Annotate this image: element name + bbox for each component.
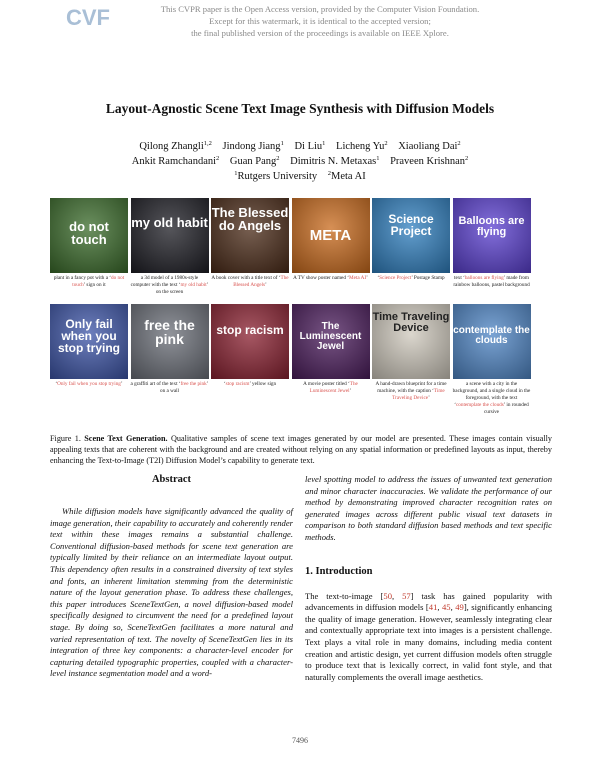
citation-link[interactable]: 45 xyxy=(442,602,451,613)
author: Jindong Jiang$^1$ xyxy=(222,140,284,152)
generated-image xyxy=(372,304,450,379)
abstract-heading: Abstract xyxy=(151,474,192,485)
author: Xiaoliang Dai$^2$ xyxy=(398,140,461,152)
image-text: free the pink xyxy=(144,317,195,347)
right-column xyxy=(305,474,552,683)
figure-sample-caption: A TV show poster named ‘Meta AI’ xyxy=(293,275,368,281)
introduction-heading: 1. Introduction xyxy=(305,565,373,577)
figure-sample-caption: a 3d model of a 1980s-style computer with the text ‘my old habit’ on the screen xyxy=(130,275,209,295)
figure-sample-caption: ‘Only fail when you stop trying’ xyxy=(55,381,123,387)
generated-image xyxy=(453,304,531,379)
cvf-logo xyxy=(64,4,112,30)
author: Ankit Ramchandani$^2$ xyxy=(131,155,220,167)
figure-sample xyxy=(292,198,370,282)
cvf-logo-text: CVF xyxy=(66,5,110,30)
figure-sample xyxy=(453,304,531,416)
figure-sample xyxy=(292,304,370,395)
watermark xyxy=(120,3,520,39)
figure-sample-caption: ‘stop racism’ yellow sign xyxy=(223,381,277,387)
generated-image xyxy=(131,304,209,379)
figure-sample xyxy=(372,304,450,402)
figure-caption-title: Scene Text Generation. xyxy=(84,434,168,443)
figure-sample xyxy=(211,198,289,289)
image-text: META xyxy=(309,227,352,244)
figure-sample-caption: ‘Science Project’ Postage Stamp xyxy=(377,275,445,281)
image-text: Science Project xyxy=(388,212,434,238)
watermark-line: Except for this watermark, it is identical to the accepted version; xyxy=(209,16,431,26)
figure-sample-caption: A hand-drawn blueprint for a time machine, with the caption ‘Time Traveling Device’ xyxy=(375,381,447,401)
figure-sample xyxy=(211,304,289,388)
image-text: stop racism xyxy=(216,323,284,337)
generated-image xyxy=(50,198,128,273)
citation-link[interactable]: 49 xyxy=(455,602,464,613)
abstract-text: While diffusion models have significantly advanced the quality of image generation, their capability to accurately and coherently render text within these images remains a substantial challenge. Conventional diffusion-based methods for scene text generation are typically limited by their reliance on an intermediate layout output. This dependency often results in a constrained diversity of text styles and fonts, an inherent limitation stemming from the deterministic nature of the layout generation phase. To address these challenges, this paper introduces SceneTextGen, a novel diffusion-based model specifically designed to circumvent the need for a predefined layout stage. By doing so, SceneTextGen facilitates a more natural and varied representation of text. The novelty of SceneTextGen lies in its integration of three key components: a character-level encoder for capturing detailed typographic properties, coupled with a character-level instance segmentation model and a word- xyxy=(50,506,293,679)
author: Licheng Yu$^2$ xyxy=(336,140,388,152)
watermark-line: This CVPR paper is the Open Access version, provided by the Computer Vision Foundation. xyxy=(160,4,480,14)
figure-sample-caption: A book cover with a title text of ‘The Blessed Angels’ xyxy=(211,275,289,288)
citation-link[interactable]: 57 xyxy=(402,590,411,601)
page-number: 7496 xyxy=(292,736,308,745)
image-text: contemplate the clouds xyxy=(453,325,530,346)
left-column xyxy=(50,474,293,680)
generated-image xyxy=(292,304,370,379)
citation-link[interactable]: 50 xyxy=(383,590,392,601)
generated-image xyxy=(211,304,289,379)
generated-image xyxy=(131,198,209,273)
affiliation: $^1$Rutgers University xyxy=(234,170,318,182)
authors-row xyxy=(0,139,600,154)
generated-image xyxy=(292,198,370,273)
image-text: Balloons are flying xyxy=(458,215,525,238)
figure-sample xyxy=(131,198,209,296)
figure-sample-caption: A movie poster titled ‘The Luminescent Jewel’ xyxy=(303,381,358,394)
affiliations xyxy=(0,169,600,184)
paper-title: Layout-Agnostic Scene Text Image Synthesis with Diffusion Models xyxy=(105,101,495,116)
image-text: my old habit xyxy=(131,215,208,230)
image-text: do not touch xyxy=(69,219,109,247)
figure-sample xyxy=(372,198,450,282)
figure-sample-caption: a scene with a city in the background, and a single cloud in the foreground, with the text ‘contemplate the clouds’ in rounded cursive xyxy=(452,381,531,415)
generated-image xyxy=(211,198,289,273)
author-block xyxy=(0,139,600,184)
figure-sample xyxy=(453,198,531,289)
figure-caption-text: Qualitative samples of scene text images generated by our model are presented. These images contain visually appealing texts that are coherent with the background and are created without relying on any spatial information or predefined layouts as input, thereby enhancing the Text-to-Image (T2I) Diffusion Model’s capability to generate text. xyxy=(50,434,552,465)
figure-sample-caption: a graffiti art of the text ‘free the pink’ on a wall xyxy=(130,381,209,394)
affiliation: $^2$Meta AI xyxy=(327,170,366,182)
image-text: The Luminescent Jewel xyxy=(299,321,362,352)
introduction-text: The text-to-image [50, 57] task has gained popularity with advancements in diffusion models [41, 45, 49], significantly enhancing the quality of image generation. However, seamlessly integrating clear and contextually appropriate text into images is a persistent challenge. Text plays a vital role in many domains, including media content creation and artistic design, yet current diffusion models often struggle to produce text that is lexically correct, in valid font style, and that naturally complements the overall image aesthetics. xyxy=(305,590,553,682)
figure-label: Figure 1. xyxy=(50,434,81,443)
author: Qilong Zhangli$^{1,2}$ xyxy=(139,140,212,152)
figure-sample-caption: text ‘balloons are flying’ made from rainbow balloons, pastel background xyxy=(453,275,530,288)
citation-link[interactable]: 41 xyxy=(428,602,438,613)
watermark-line: the final published version of the proceedings is available on IEEE Xplore. xyxy=(191,28,449,38)
author: Guan Pang$^2$ xyxy=(229,155,280,167)
image-text: The Blessed do Angels xyxy=(211,205,289,233)
author: Dimitris N. Metaxas$^1$ xyxy=(290,155,380,167)
figure-caption xyxy=(50,433,552,466)
author: Di Liu$^1$ xyxy=(294,140,326,152)
abstract-text-continued: level spotting model to address the issues of unwanted text generation and minor character inaccuracies. We validate the performance of our method by demonstrating improved character recognition rates on generated images across different public visual text datasets in comparison to both standard diffusion based methods and text specific methods. xyxy=(305,474,552,542)
figure-sample xyxy=(50,304,128,388)
author: Praveen Krishnan$^2$ xyxy=(390,155,469,167)
generated-image xyxy=(50,304,128,379)
authors-row xyxy=(0,154,600,169)
generated-image xyxy=(372,198,450,273)
figure-sample xyxy=(50,198,128,289)
figure-sample xyxy=(131,304,209,395)
figure-sample-caption: plant in a fancy pot with a ‘do not touch’ sign on it xyxy=(53,275,125,288)
image-text: Time Traveling Device xyxy=(372,311,450,334)
image-text: Only fail when you stop trying xyxy=(58,317,120,355)
generated-image xyxy=(453,198,531,273)
